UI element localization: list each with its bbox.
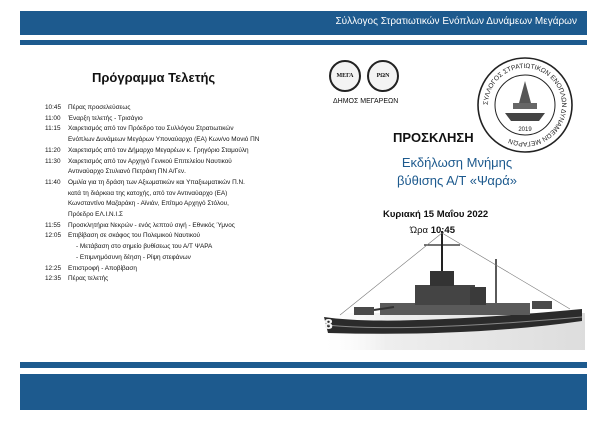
program-item	[45, 189, 335, 200]
megara-seal-right	[367, 60, 399, 92]
program-time: 11:15	[45, 125, 61, 133]
program-description: Ενόπλων Δυνάμεων Μεγάρων Υποναύαρχο (ΕΑ) Κων/νο Μονιό ΠΝ	[68, 136, 260, 144]
program-item	[45, 199, 335, 210]
destroyer-ship-image	[320, 225, 585, 350]
emblem-year: 2019	[518, 127, 532, 133]
event-line-2: βύθισης Α/Τ «Ψαρά»	[397, 173, 517, 188]
program-item	[45, 264, 335, 275]
program-description: Έναρξη τελετής - Τρισάγιο	[68, 114, 143, 122]
program-item	[45, 231, 335, 242]
seal-right-text: PΩN	[376, 73, 390, 79]
program-description: Επιστροφή - Αποβίβαση	[68, 264, 137, 272]
program-item	[45, 274, 335, 285]
invitation-heading: ΠΡΟΣΚΛΗΣΗ	[393, 130, 474, 145]
program-description: Πέρας προσελεύσεως	[68, 104, 131, 111]
municipality-name: ΔΗΜΟΣ ΜΕΓΑΡΕΩΝ	[333, 98, 399, 105]
program-item	[45, 210, 335, 221]
program-item	[45, 242, 335, 253]
program-item	[45, 114, 335, 125]
program-item	[45, 124, 335, 135]
program-time: 11:00	[45, 114, 61, 122]
ship-hull-number: 8	[324, 318, 334, 333]
seal-left-text: ΜΕΓΑ	[336, 73, 354, 79]
event-date: Κυριακή 15 Μαΐου 2022	[383, 209, 489, 220]
program-description: Πρόεδρο ΕΛ.Ι.Ν.Ι.Σ	[68, 211, 123, 219]
program-description: Αντιναύαρχο Στυλιανό Πετράκη ΠΝ Α/Γεν.	[68, 168, 186, 176]
program-description: Χαιρετισμός από τον Δήμαρχο Μεγαρέων κ. Γρηγόριο Σταμούλη	[68, 146, 249, 154]
event-line-1: Εκδήλωση Μνήμης	[401, 155, 513, 170]
program-description: Ομιλία για τη δράση των Αξιωματικών και Υπαξιωματικών Π.Ν.	[68, 178, 245, 186]
program-description: Χαιρετισμός από τον Αρχηγό Γενικού Επιτελείου Ναυτικού	[68, 157, 232, 165]
program-description: κατά τη διάρκεια της κατοχής, από τον Αντιναύαρχο (ΕΑ)	[68, 189, 228, 197]
program-time: 12:05	[45, 232, 61, 240]
program-item	[45, 253, 335, 264]
header-band	[20, 11, 587, 35]
program-time: 11:20	[45, 146, 61, 154]
program-item	[45, 103, 335, 114]
program-description: Κωνσταντίνο Μαζαράκη - Αϊνιάν, Επίτιμο Αρχηγό Στόλου,	[68, 200, 229, 208]
program-description: Επιβίβαση σε σκάφος του Πολεμικού Ναυτικού	[68, 232, 201, 240]
program-item	[45, 178, 335, 189]
program-item	[45, 135, 335, 146]
emblem-ring-text: ΣΥΛΛΟΓΟΣ ΣΤΡΑΤΙΩΤΙΚΩΝ ΕΝΟΠΛΩΝ ΔΥΝΑΜΕΩΝ ΜΕΓΑΡΩΝ	[482, 62, 568, 148]
program-time: 11:30	[45, 157, 61, 165]
program-title: Πρόγραμμα Τελετής	[92, 70, 216, 85]
program-description: Προσκλητήρια Νεκρών - ενός λεπτού σιγή - Εθνικός Ύμνος	[68, 221, 235, 229]
municipality-seals	[329, 60, 399, 92]
footer-stripe	[20, 362, 587, 368]
program-time: 12:25	[45, 264, 61, 272]
program-item	[45, 167, 335, 178]
event-time-label: Ώρα	[410, 225, 429, 236]
program-item	[45, 221, 335, 232]
program-time: 11:40	[45, 178, 61, 186]
program-time: 11:55	[45, 221, 61, 229]
megara-seal-left	[329, 60, 361, 92]
program-list	[45, 103, 335, 285]
program-item	[45, 157, 335, 168]
program-time: 12:35	[45, 275, 61, 283]
program-description: Χαιρετισμός από τον Πρόεδρο του Συλλόγου Στρατιωτικών	[68, 125, 234, 133]
organization-name: Σύλλογος Στρατιωτικών Ενόπλων Δυνάμεων Μεγάρων	[335, 16, 577, 27]
program-description: Πέρας τελετής	[68, 275, 109, 283]
program-item	[45, 146, 335, 157]
association-emblem	[475, 55, 575, 155]
program-description: - Επιμνημόσυνη δέηση - Ρίψη στεφάνων	[76, 253, 191, 261]
event-time-value: 10:45	[430, 225, 455, 236]
program-time: 10:45	[45, 104, 61, 111]
program-description: - Μετάβαση στο σημείο βυθίσεως του Α/Τ ΨΑΡΑ	[76, 243, 213, 251]
header-stripe	[20, 40, 587, 45]
footer-band	[20, 374, 587, 410]
